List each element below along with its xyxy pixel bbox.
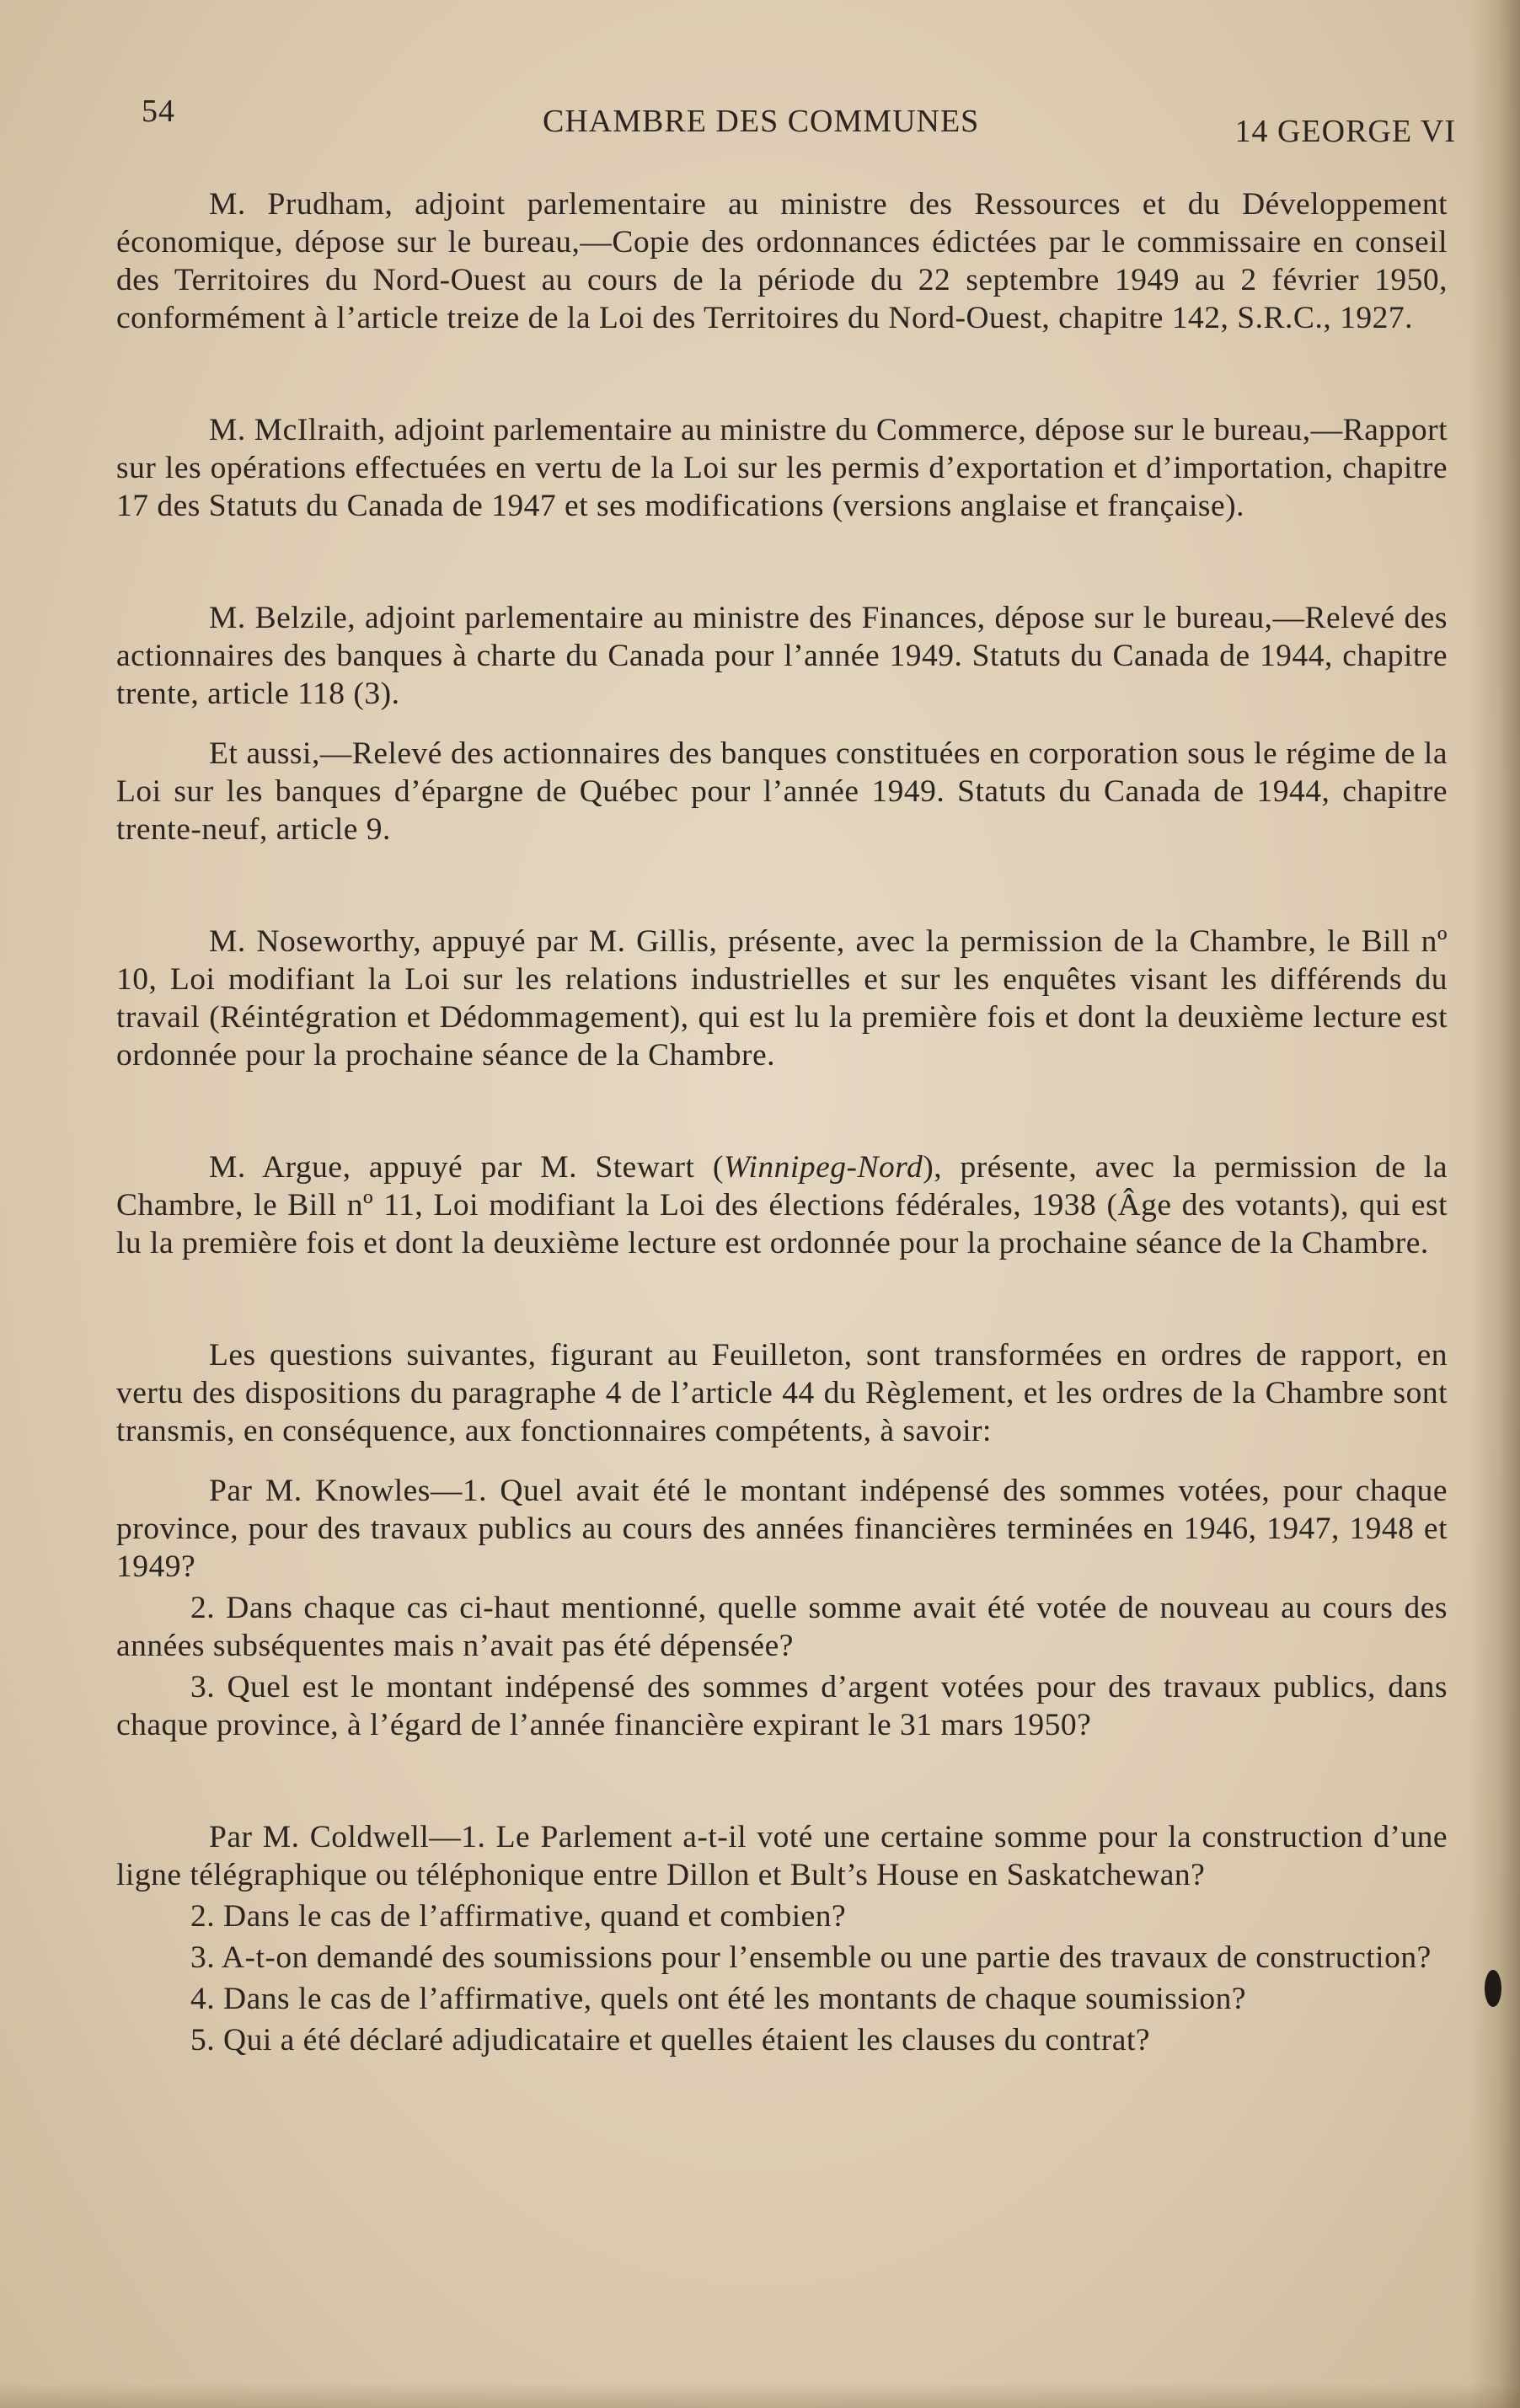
question-knowles-2: 2. Dans chaque cas ci-haut mentionné, quelle somme avait été votée de nouveau au cours des années subséquentes mais n’avait pas été dépensée? (116, 1591, 1448, 1663)
argue-text-before: M. Argue, appuyé par M. Stewart ( (209, 1150, 724, 1185)
header-title: CHAMBRE DES COMMUNES (543, 104, 980, 139)
paragraph-prudham: M. Prudham, adjoint parlementaire au ministre des Ressources et du Développement économique, dépose sur le bureau,—Copie des ordonnances édictées par le commissaire en conseil des Territoires du Nord-Ouest au cours de la période du 22 septembre 1949 au 2 février 1950, conformément à l’article treize de la Loi des Territoires du Nord-Ouest, chapitre 142, S.R.C., 1927. (116, 187, 1448, 335)
argue-riding: Winnipeg-Nord (723, 1150, 923, 1185)
question-coldwell-2: 2. Dans le cas de l’affirmative, quand et combien? (190, 1899, 847, 1934)
question-knowles-1: Par M. Knowles—1. Quel avait été le montant indépensé des sommes votées, pour chaque province, pour des travaux publics au cours des années financières terminées en 1946, 1947, 1948 et 1949? (116, 1474, 1448, 1584)
binding-hole (1485, 1970, 1501, 2007)
paragraph-mcilraith: M. McIlraith, adjoint parlementaire au ministre du Commerce, dépose sur le bureau,—Rapport sur les opérations effectuées en vertu de la Loi sur les permis d’exportation et d’importation, chapitre 17 des Statuts du Canada de 1947 et ses modifications (versions anglaise et française). (116, 413, 1448, 523)
paragraph-questions-intro: Les questions suivantes, figurant au Feuilleton, sont transformées en ordres de rapport, en vertu des dispositions du paragraphe 4 de l’article 44 du Règlement, et les ordres de la Chambre sont transmis, en conséquence, aux fonctionnaires compétents, à savoir: (116, 1338, 1448, 1448)
paragraph-noseworthy: M. Noseworthy, appuyé par M. Gillis, présente, avec la permission de la Chambre, le Bill nº 10, Loi modifiant la Loi sur les relations industrielles et sur les enquêtes visant les différends du travail (Réintégration et Dédommagement), qui est lu la première fois et dont la deuxième lecture est ordonnée pour la prochaine séance de la Chambre. (116, 924, 1448, 1073)
question-coldwell-1: Par M. Coldwell—1. Le Parlement a-t-il voté une certaine somme pour la construction d’une ligne télégraphique ou téléphonique entre Dillon et Bult’s House en Saskatchewan? (116, 1820, 1448, 1892)
page-body (116, 185, 1448, 2059)
header-regnal-year: 14 GEORGE VI (1234, 114, 1456, 149)
argue-text-after: ), présente, avec la permission de la Chambre, le Bill nº 11, Loi modifiant la Loi des élections fédérales, 1938 (Âge des votants), qui est lu la première fois et dont la deuxième lecture est ordonnée pour la prochaine séance de la Chambre. (116, 1150, 1448, 1260)
running-header (142, 93, 1456, 149)
page-number: 54 (142, 94, 175, 129)
paragraph-argue (116, 1148, 1448, 1262)
question-coldwell-4: 4. Dans le cas de l’affirmative, quels ont été les montants de chaque soumission? (190, 1982, 1247, 2016)
question-coldwell-5: 5. Qui a été déclaré adjudicataire et quelles étaient les clauses du contrat? (190, 2023, 1151, 2058)
page-edge-shadow (1469, 0, 1520, 2408)
paragraph-et-aussi: Et aussi,—Relevé des actionnaires des banques constituées en corporation sous le régime de la Loi sur les banques d’épargne de Québec pour l’année 1949. Statuts du Canada de 1944, chapitre trente-neuf, article 9. (116, 736, 1448, 847)
page-bottom-shadow (0, 2383, 1520, 2408)
question-knowles-3: 3. Quel est le montant indépensé des sommes d’argent votées pour des travaux publics, dans chaque province, à l’égard de l’année financière expirant le 31 mars 1950? (116, 1670, 1448, 1742)
question-coldwell-3: 3. A-t-on demandé des soumissions pour l’ensemble ou une partie des travaux de construction? (190, 1940, 1432, 1975)
paragraph-belzile: M. Belzile, adjoint parlementaire au ministre des Finances, dépose sur le bureau,—Relevé des actionnaires des banques à charte du Canada pour l’année 1949. Statuts du Canada de 1944, chapitre trente, article 118 (3). (116, 601, 1448, 711)
